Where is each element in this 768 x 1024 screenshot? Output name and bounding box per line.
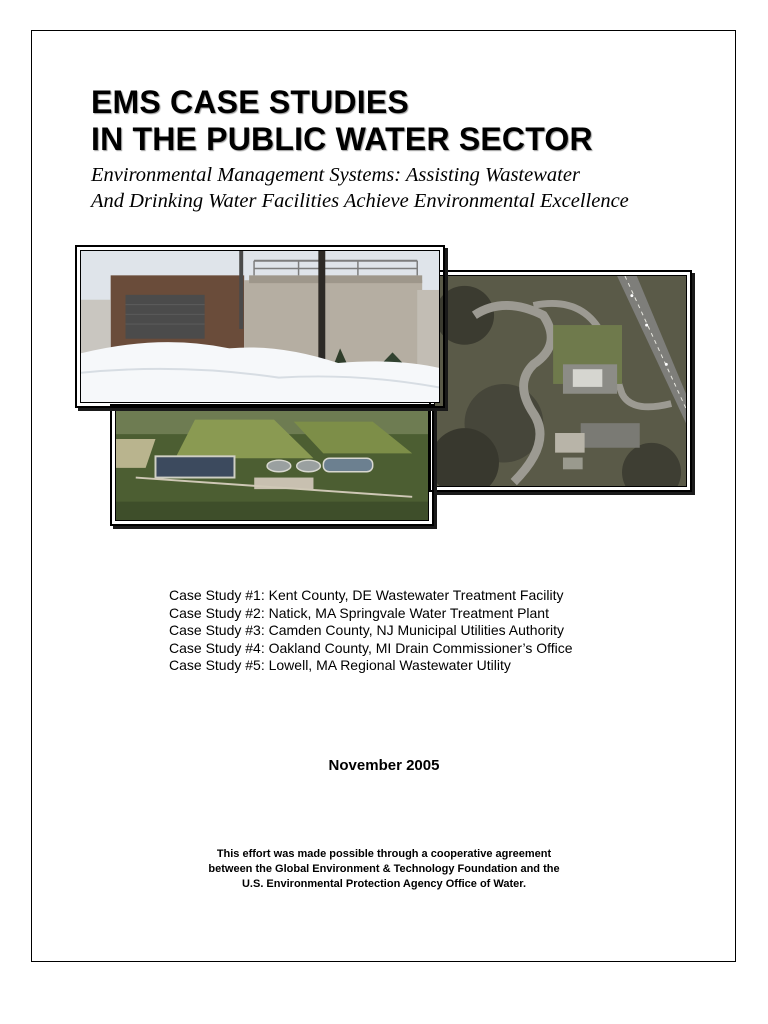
acknowledgement-line: U.S. Environmental Protection Agency Office of Water.: [241, 878, 526, 890]
title-line-2: IN THE PUBLIC WATER SECTOR: [91, 121, 593, 157]
case-study-list: [169, 587, 573, 675]
wastewater-plant-photo: [75, 245, 445, 408]
list-item: Case Study #2: Natick, MA Springvale Water Treatment Plant: [169, 604, 549, 621]
acknowledgement: [0, 847, 768, 892]
list-item: Case Study #3: Camden County, NJ Municipal Utilities Authority: [169, 622, 565, 638]
subtitle-line-2: And Drinking Water Facilities Achieve Environmental Excellence: [91, 190, 629, 212]
document-title: [91, 84, 593, 158]
title-line-1: EMS CASE STUDIES: [91, 84, 409, 120]
subtitle-line-1: Environmental Management Systems: Assisting Wastewater: [91, 164, 580, 186]
treatment-plant-fields-photo: [110, 404, 434, 526]
acknowledgement-line: between the Global Environment & Technology Foundation and the: [208, 863, 560, 875]
list-item: Case Study #1: Kent County, DE Wastewater Treatment Facility: [169, 587, 564, 603]
document-subtitle: [91, 162, 629, 214]
aerial-facility-photo: [429, 270, 692, 492]
list-item: Case Study #4: Oakland County, MI Drain Commissioner’s Office: [169, 639, 573, 656]
list-item: Case Study #5: Lowell, MA Regional Wastewater Utility: [169, 657, 511, 673]
publication-date: November 2005: [328, 757, 440, 774]
acknowledgement-line: This effort was made possible through a cooperative agreement: [216, 848, 552, 860]
